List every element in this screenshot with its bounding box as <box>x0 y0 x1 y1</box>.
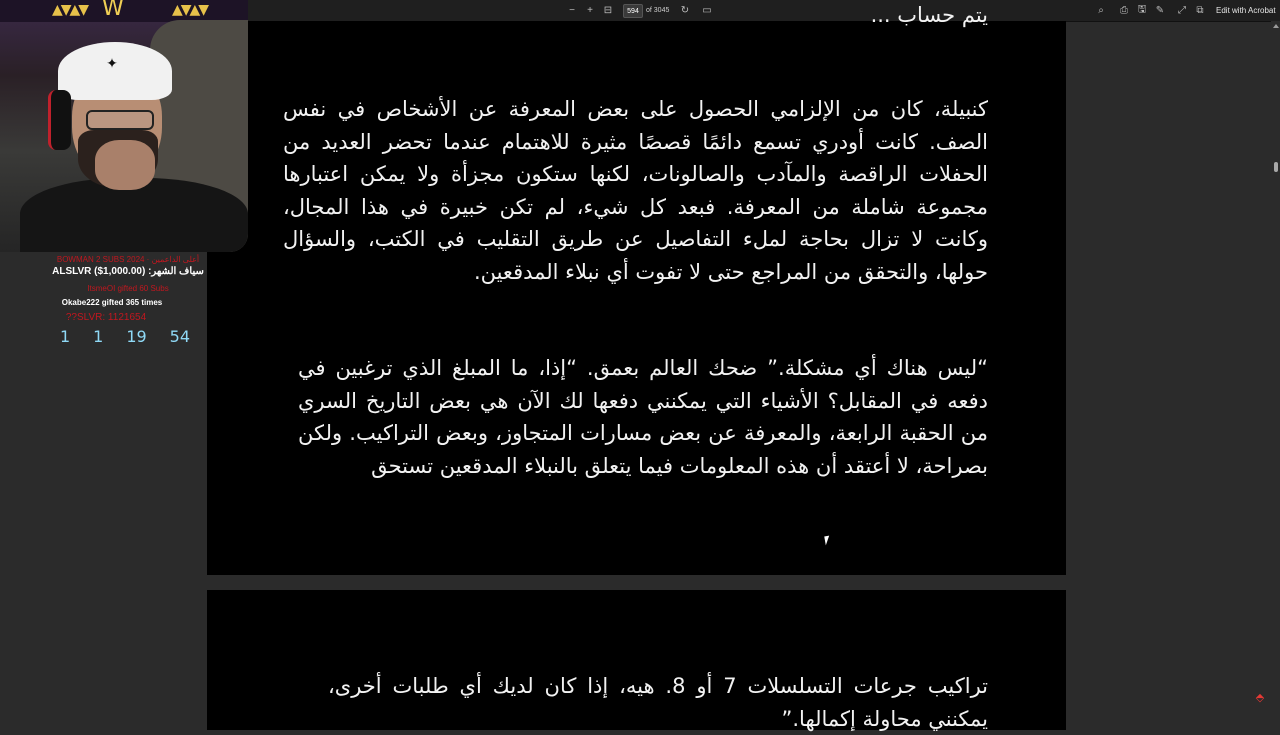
jumpman-logo-icon: ✦ <box>106 56 118 72</box>
paragraph-2: “ليس هناك أي مشكلة.” ضحك العالم بعمق. “إذا، ما المبلغ الذي ترغبين في دفعه في المقابل؟ الأشياء التي يمكنني دفعها لك الآن هي بعض التاريخ السري من الحقبة الرابعة، والمعرفة عن بعض مسارات المتجاوز، وبعض التراكيب. ولكن بصراحة، لا أعتقد أن هذه المعلومات فيما يتعلق بالنبلاء المدقعين تستحق <box>298 356 988 478</box>
page-view-icon[interactable]: ▭ <box>702 5 712 16</box>
webcam-person-hand <box>95 140 155 190</box>
headphones-icon <box>48 90 71 150</box>
expand-icon[interactable]: ⤢ <box>1178 5 1186 16</box>
pdf-page-595 <box>207 590 1066 730</box>
highlight-icon[interactable]: ✎ <box>1155 5 1165 16</box>
overlay-gifted-times: Okabe222 gifted 365 times <box>61 298 163 307</box>
webcam-person-glasses <box>86 110 154 130</box>
timer-hours: 1 <box>93 327 104 346</box>
paragraph-1: كنبيلة، كان من الإلزامي الحصول على بعض المعرفة عن الأشخاص في نفس الصف. كانت أودري تسمع دائمًا قصصًا مثيرة للاهتمام عندما تحضر العديد من الحفلات الراقصة والمآدب والصالونات، لكنها ستكون مجزأة ولا يمكن اعتبارها مجموعة شاملة من المعرفة. فبعد كل شيء، لم تكن خبيرة في هذا المجال، وكانت لا تزال بحاجة لملء التفاصيل عن طريق التقليب في الكتب، والسؤال حولها، والتحقق من المراجع حتى لا تفوت أي نبلاء المدقعين. <box>283 97 988 284</box>
zoom-in-button[interactable]: + <box>587 5 593 16</box>
save-icon[interactable]: 🖫 <box>1137 4 1147 15</box>
search-icon[interactable]: ⌕ <box>1098 5 1104 16</box>
scroll-up-arrow-icon[interactable] <box>1273 24 1279 28</box>
edit-with-acrobat-button[interactable]: Edit with Acrobat <box>1216 6 1276 15</box>
webcam-feed <box>0 0 248 252</box>
decoration-zigzag-icon: ▲▼▲▼ <box>52 2 88 18</box>
crown-logo-icon: W <box>102 0 122 21</box>
stream-timer <box>60 327 190 347</box>
vertical-scrollbar[interactable] <box>1271 21 1280 720</box>
copy-icon[interactable]: ⧉ <box>1196 5 1204 16</box>
acrobat-logo-icon[interactable]: ⬘ <box>1255 690 1265 704</box>
overlay-silver-count: ??SLVR: 1121654 <box>65 312 147 323</box>
page-number-input[interactable]: 594 <box>623 4 643 18</box>
overlay-gifted-subs: ItsmeOI gifted 60 Subs <box>87 284 169 293</box>
scroll-thumb[interactable] <box>1274 162 1278 172</box>
page-total-label: of 3045 <box>646 7 670 14</box>
webcam-background-shelf <box>0 0 248 22</box>
zoom-out-button[interactable]: − <box>569 5 575 16</box>
fit-page-icon[interactable]: ⊟ <box>603 5 613 16</box>
page-top-fragment: يتم حساب ... <box>870 3 988 27</box>
paragraph-3: تراكيب جرعات التسلسلات 7 أو 8. هيه، إذا كان لديك أي طلبات أخرى، يمكنني محاولة إكمالها.” <box>328 674 988 731</box>
timer-minutes: 19 <box>126 327 147 346</box>
decoration-zigzag-icon: ▲▼▲▼ <box>172 2 208 18</box>
overlay-top-supporters: BOWMAN 2 SUBS 2024 · أعلى الداعمين <box>56 255 200 264</box>
rotate-icon[interactable]: ↻ <box>680 5 690 16</box>
timer-days: 1 <box>60 327 71 346</box>
print-icon[interactable]: ⎙ <box>1120 5 1128 16</box>
timer-seconds: 54 <box>169 327 190 346</box>
overlay-sword-of-month: ALSLVR ($1,000.00) :سياف الشهر <box>52 266 204 277</box>
